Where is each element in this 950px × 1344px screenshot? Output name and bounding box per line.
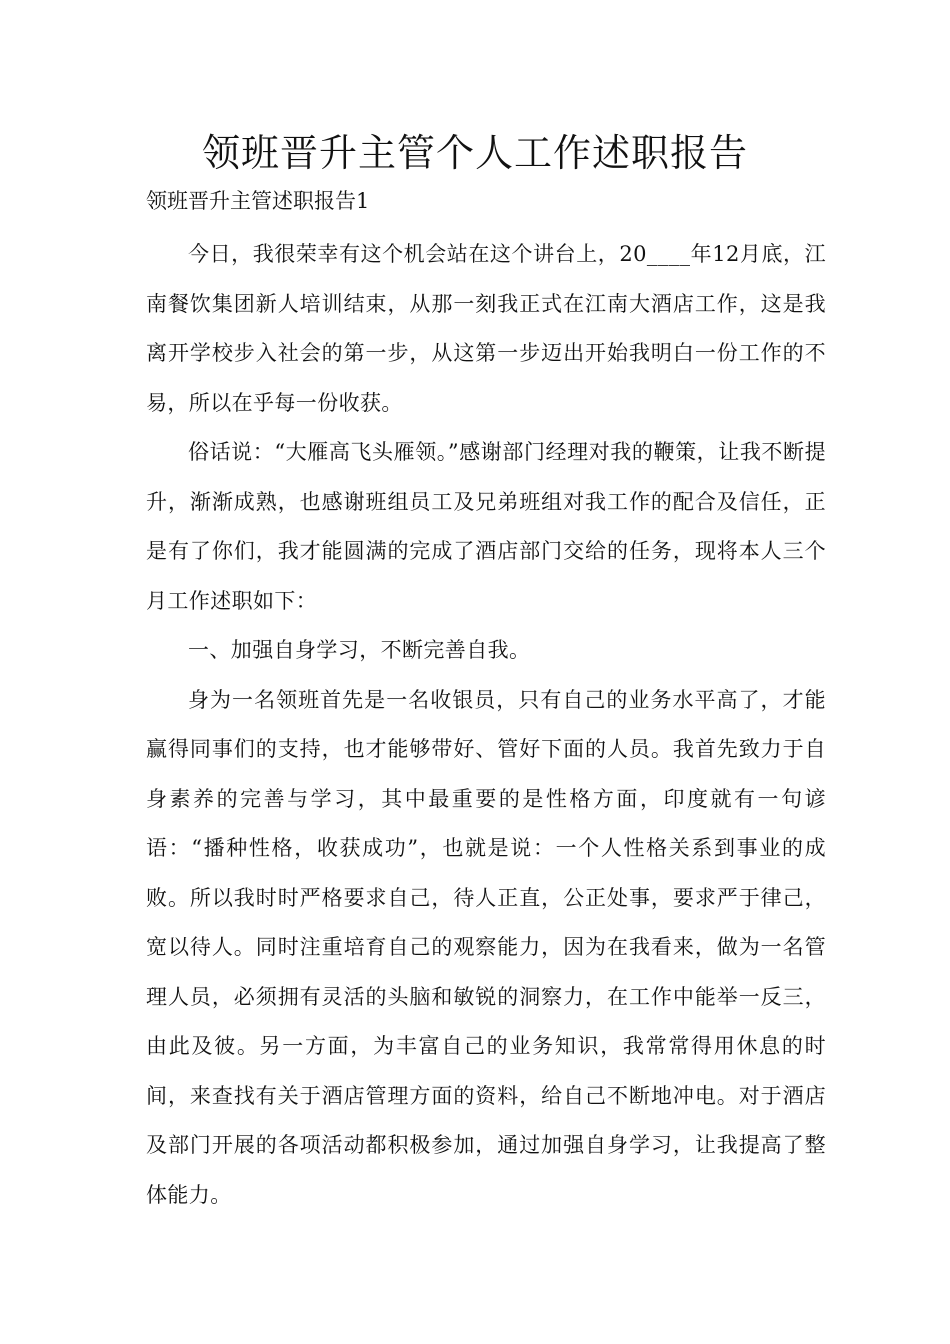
paragraph-3-heading: 一、加强自身学习，不断完善自我。 [188, 638, 531, 662]
document-body [146, 230, 826, 1220]
paragraph-2: 俗话说：“大雁高飞头雁领。”感谢部门经理对我的鞭策，让我不断提升，渐渐成熟，也感谢班组员工及兄弟班组对我工作的配合及信任，正是有了你们，我才能圆满的完成了酒店部门交给的任务，现将本人三个月工作述职如下： [146, 440, 826, 613]
paragraph-1: 今日，我很荣幸有这个机会站在这个讲台上，20____年12月底，江南餐饮集团新人培训结束，从那一刻我正式在江南大酒店工作，这是我离开学校步入社会的第一步，从这第一步迈出开始我明白一份工作的不易，所以在乎每一份收获。 [146, 242, 826, 415]
document-title: 领班晋升主管个人工作述职报告 [201, 131, 748, 175]
paragraph-4: 身为一名领班首先是一名收银员，只有自己的业务水平高了，才能赢得同事们的支持，也才能够带好、管好下面的人员。我首先致力于自身素养的完善与学习，其中最重要的是性格方面，印度就有一句谚语：“播种性格，收获成功”，也就是说：一个人性格关系到事业的成败。所以我时时严格要求自己，待人正直，公正处事，要求严于律己，宽以待人。同时注重培育自己的观察能力，因为在我看来，做为一名管理人员，必须拥有灵活的头脑和敏锐的洞察力，在工作中能举一反三，由此及彼。另一方面，为丰富自己的业务知识，我常常得用休息的时间，来查找有关于酒店管理方面的资料，给自己不断地冲电。对于酒店及部门开展的各项活动都积极参加，通过加强自身学习，让我提高了整体能力。 [146, 687, 826, 1207]
document-subtitle: 领班晋升主管述职报告1 [146, 189, 370, 213]
